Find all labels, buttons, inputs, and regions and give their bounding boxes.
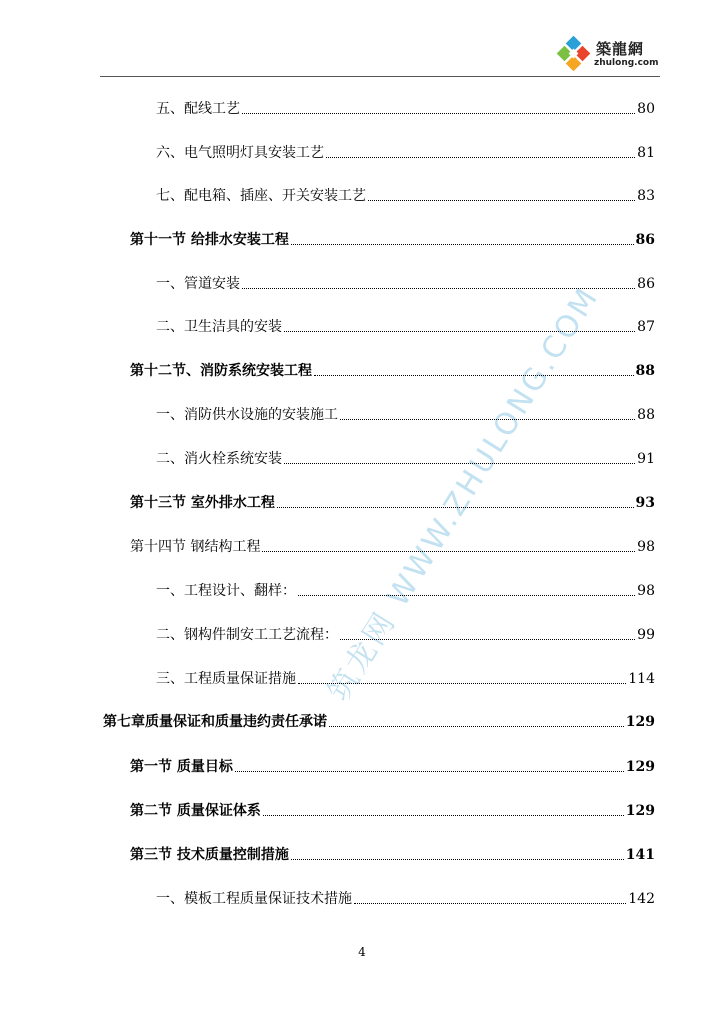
- toc-entry-label: 二、卫生洁具的安装: [156, 319, 282, 335]
- dot-leader: [277, 507, 634, 508]
- toc-entry[interactable]: [156, 582, 655, 600]
- logo-diamond-icon: [556, 36, 592, 72]
- toc-entry-page: 91: [637, 451, 655, 467]
- logo-url: zhulong.com: [594, 58, 659, 68]
- toc-entry-label: 第十二节、消防系统安装工程: [130, 363, 312, 379]
- toc-entry-page: 87: [637, 319, 655, 335]
- dot-leader: [284, 331, 635, 332]
- toc-entry-page: 129: [625, 759, 655, 775]
- toc-entry-label: 第二节 质量保证体系: [130, 803, 261, 819]
- toc-entry[interactable]: [130, 231, 655, 249]
- dot-leader: [298, 683, 626, 684]
- toc-entry[interactable]: [156, 890, 655, 908]
- toc-entry-label: 一、工程设计、翻样：: [156, 583, 296, 599]
- dot-leader: [329, 726, 624, 727]
- toc-entry-page: 93: [635, 495, 655, 511]
- toc-entry[interactable]: [156, 275, 655, 293]
- dot-leader: [314, 375, 634, 376]
- toc-entry-label: 二、消火栓系统安装: [156, 451, 282, 467]
- toc-entry[interactable]: [156, 626, 655, 644]
- toc-entry-label: 六、电气照明灯具安装工艺: [156, 145, 324, 161]
- dot-leader: [354, 903, 626, 904]
- toc-entry-label: 第一节 质量目标: [130, 759, 233, 775]
- toc-entry[interactable]: [156, 450, 655, 468]
- toc-entry-page: 88: [637, 407, 655, 423]
- dot-leader: [242, 113, 635, 114]
- toc-entry-page: 86: [637, 276, 655, 292]
- dot-leader: [263, 815, 624, 816]
- toc-entry[interactable]: [130, 494, 655, 512]
- zhulong-logo: [556, 36, 666, 74]
- toc-entry-page: 142: [628, 891, 655, 907]
- dot-leader: [340, 639, 635, 640]
- toc-entry[interactable]: [156, 100, 655, 118]
- toc-entry-page: 141: [625, 847, 655, 863]
- toc-entry-label: 第十三节 室外排水工程: [130, 495, 275, 511]
- toc-entry-label: 第十四节 钢结构工程: [130, 539, 261, 555]
- dot-leader: [242, 288, 635, 289]
- toc-entry[interactable]: [156, 318, 655, 336]
- toc-entry-label: 七、配电箱、插座、开关安装工艺: [156, 188, 366, 204]
- dot-leader: [235, 771, 624, 772]
- toc-entry-page: 86: [635, 232, 655, 248]
- toc-entry[interactable]: [130, 846, 655, 864]
- toc-entry-label: 五、配线工艺: [156, 101, 240, 117]
- header-divider: [100, 76, 660, 77]
- toc-entry-page: 129: [625, 803, 655, 819]
- toc-entry-page: 98: [637, 583, 655, 599]
- dot-leader: [368, 200, 635, 201]
- watermark: 筑龙网 WWW.ZHULONG.COM: [321, 280, 607, 708]
- toc-entry[interactable]: [156, 670, 655, 688]
- toc-entry-page: 80: [637, 101, 655, 117]
- toc-entry[interactable]: [156, 187, 655, 205]
- toc-entry[interactable]: [130, 362, 655, 380]
- toc-entry-page: 98: [637, 539, 655, 555]
- dot-leader: [298, 595, 635, 596]
- toc-entry-page: 129: [625, 714, 655, 730]
- dot-leader: [284, 463, 635, 464]
- toc-entry[interactable]: [130, 758, 655, 776]
- toc-entry-page: 99: [637, 627, 655, 643]
- toc-entry-label: 第三节 技术质量控制措施: [130, 847, 289, 863]
- toc-entry[interactable]: [156, 406, 655, 424]
- toc-entry-page: 88: [635, 363, 655, 379]
- toc-entry[interactable]: [103, 713, 655, 731]
- toc-entry-label: 一、消防供水设施的安装施工: [156, 407, 338, 423]
- dot-leader: [326, 157, 635, 158]
- toc-entry-label: 第十一节 给排水安装工程: [130, 232, 289, 248]
- dot-leader: [262, 551, 635, 552]
- toc-entry-label: 三、工程质量保证措施: [156, 671, 296, 687]
- toc-entry-page: 81: [637, 145, 655, 161]
- toc-entry[interactable]: [130, 538, 655, 556]
- toc-entry-label: 一、模板工程质量保证技术措施: [156, 891, 352, 907]
- logo-name: 築龍網: [596, 40, 645, 58]
- toc-entry-label: 一、管道安装: [156, 276, 240, 292]
- toc-entry[interactable]: [156, 144, 655, 162]
- toc-entry-label: 第七章质量保证和质量违约责任承诺: [103, 714, 327, 730]
- toc-entry-page: 83: [637, 188, 655, 204]
- toc-entry-page: 114: [628, 671, 655, 687]
- dot-leader: [340, 419, 635, 420]
- toc-entry[interactable]: [130, 802, 655, 820]
- page-number: 4: [358, 945, 366, 959]
- toc-entry-label: 二、钢构件制安工工艺流程：: [156, 627, 338, 643]
- dot-leader: [291, 244, 634, 245]
- dot-leader: [291, 859, 624, 860]
